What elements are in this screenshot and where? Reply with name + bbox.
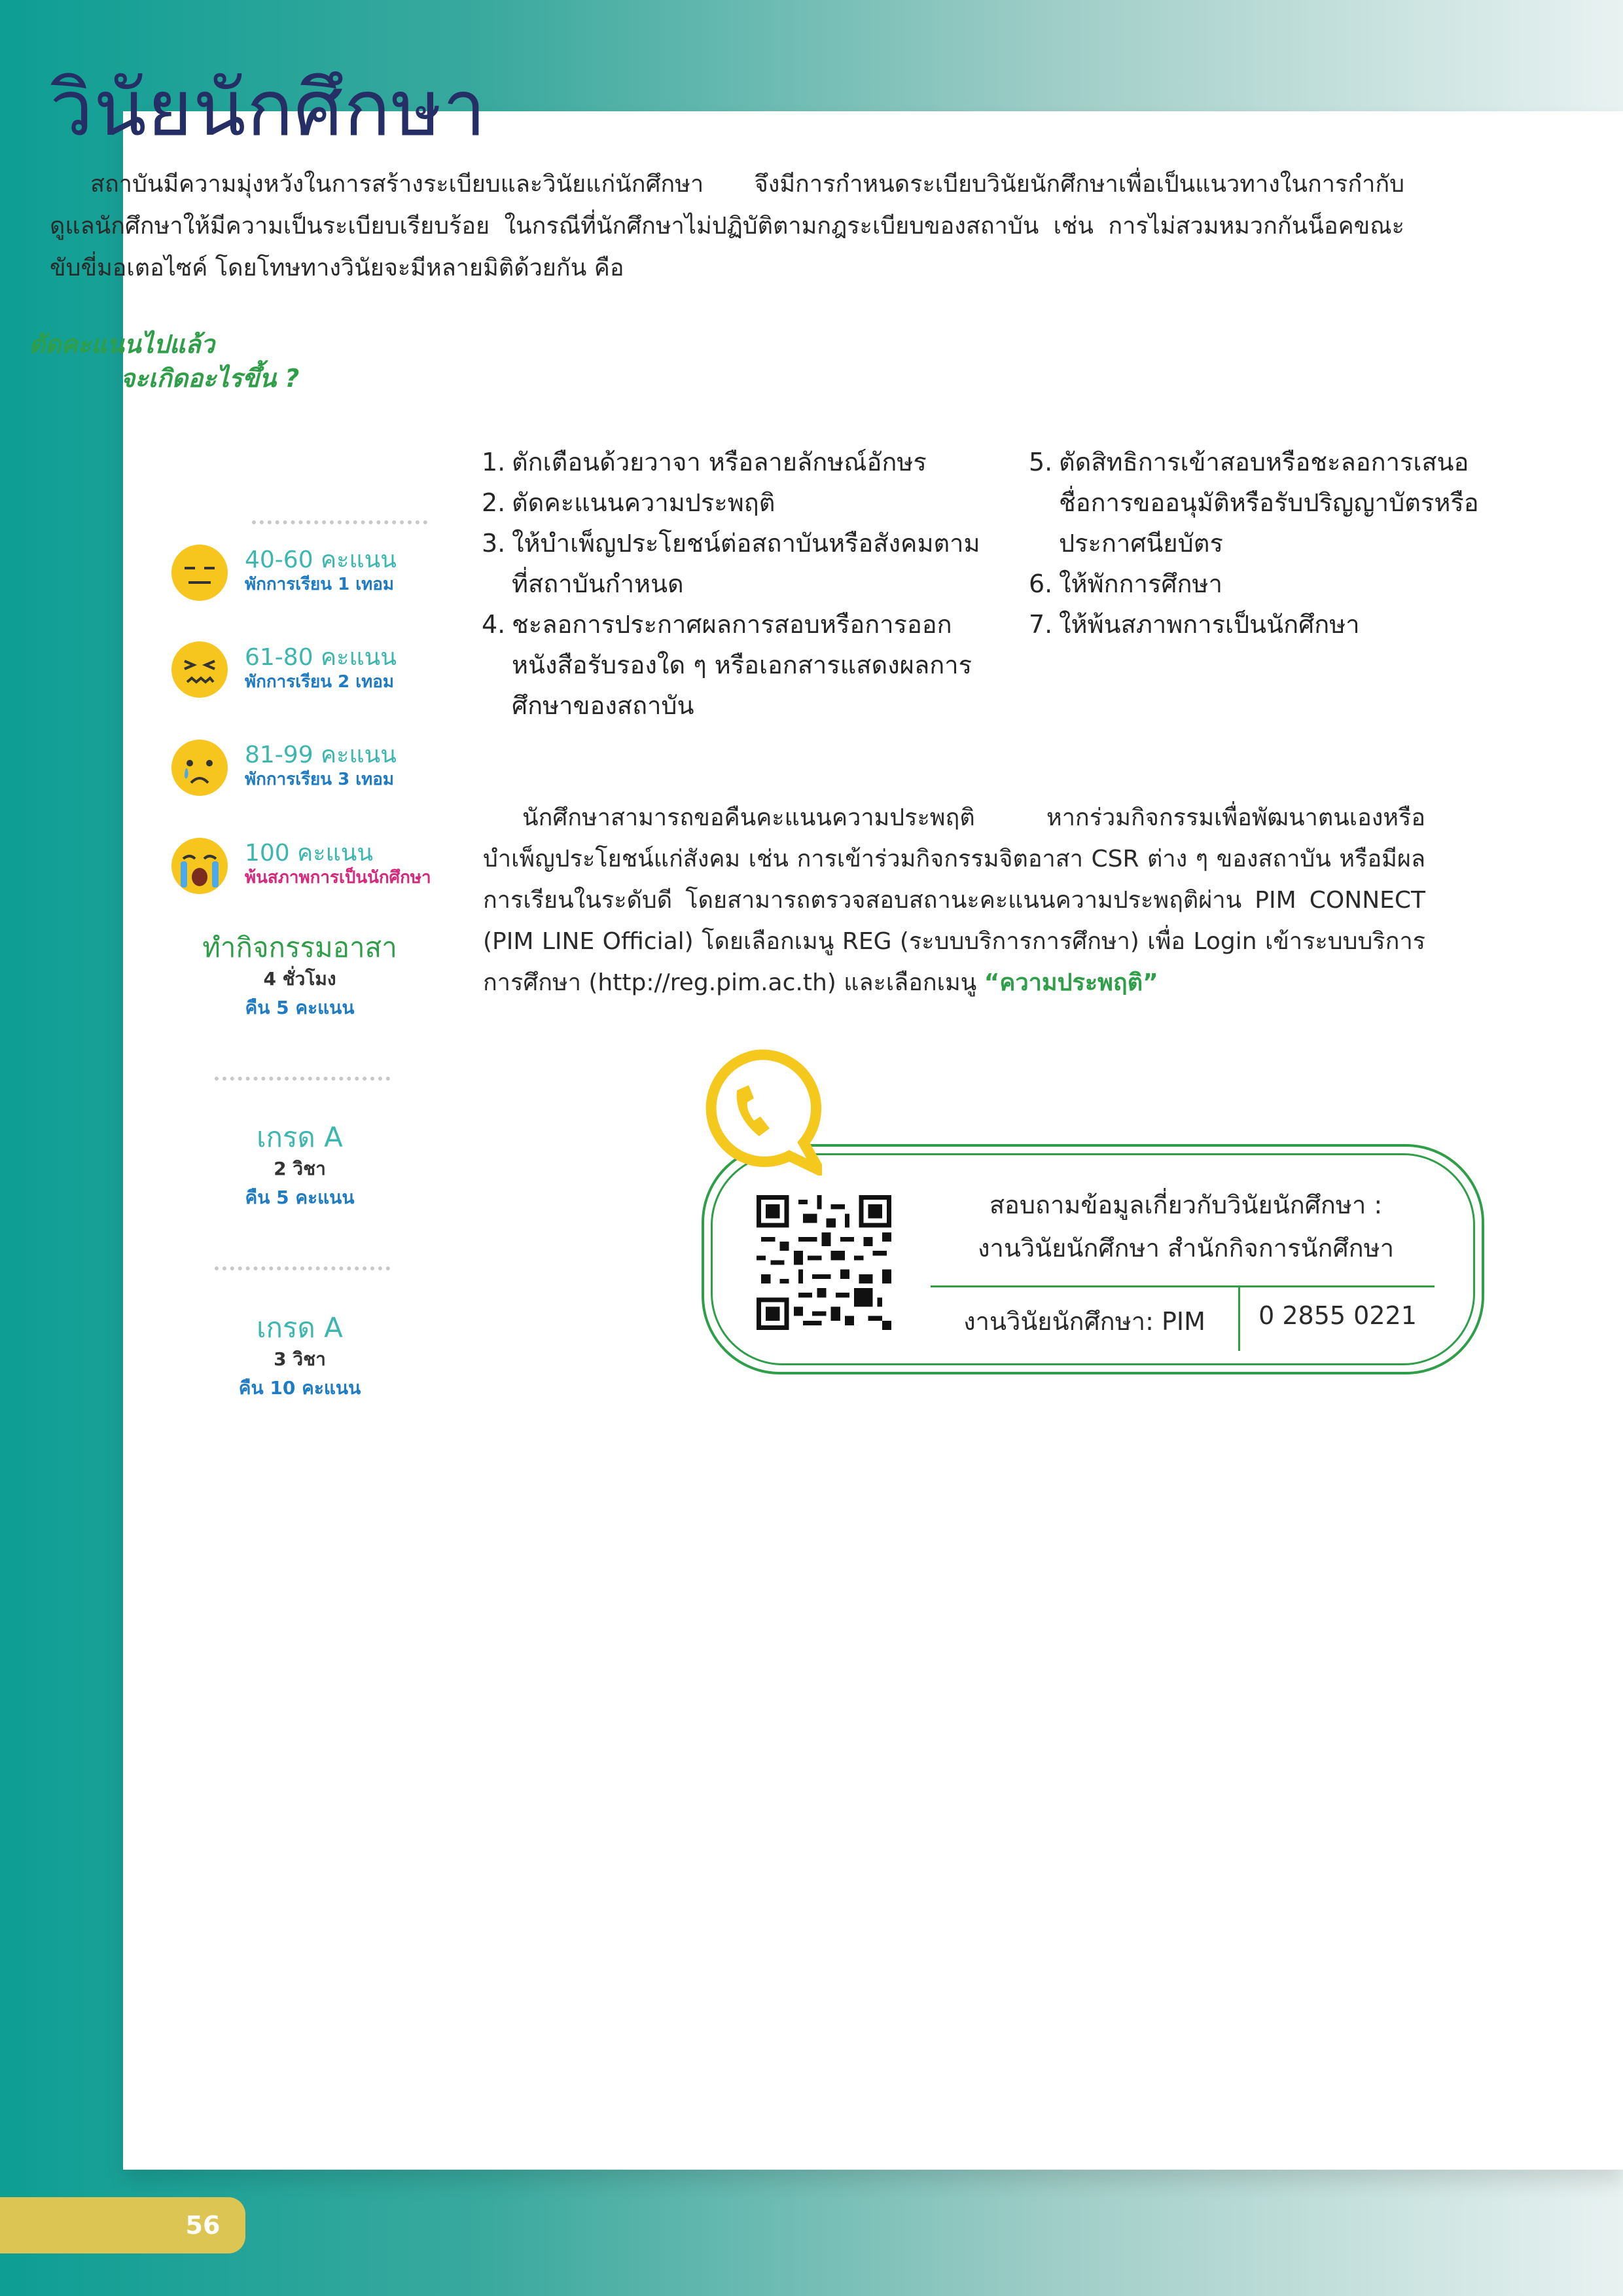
list-item: 5. ตัดสิทธิการเข้าสอบหรือชะลอการเสนอชื่อการขออนุมัติหรือรับปริญญาบัตรหรือประกาศนียบัตร <box>1029 448 1479 558</box>
penalty-list-1 <box>482 442 986 726</box>
refund-points: คืน 5 คะแนน <box>245 997 355 1018</box>
score-points: 40-60 คะแนน <box>245 547 397 573</box>
page-title: วินัยนักศึกษา <box>50 63 487 153</box>
score-result: พักการเรียน 2 เทอม <box>245 672 395 692</box>
refund-points: คืน 5 คะแนน <box>245 1187 355 1208</box>
score-result: พ้นสภาพการเป็นนักศึกษา <box>245 868 431 888</box>
dotted-divider <box>215 1077 390 1081</box>
score-level-4 <box>245 840 431 889</box>
refund-amount: 3 วิชา <box>274 1348 326 1370</box>
restore-paragraph <box>483 797 1425 1003</box>
restore-text: นักศึกษาสามารถขอคืนคะแนนความประพฤติ หากร่วมกิจกรรมเพื่อพัฒนาตนเองหรือบำเพ็ญประโยชน์แก่สังคม เช่น การเข้าร่วมกิจกรรมจิตอาสา CSR ต่าง ๆ ของสถาบัน หรือมีผลการเรียนในระดับดี โดยสามารถตรวจสอบสถานะคะแนนความประพฤติผ่าน PIM CONNECT (PIM LINE Official) โดยเลือกเมนู REG (ระบบบริการการศึกษา) เพื่อ Login เข้าระบบบริการการศึกษา (http://reg.pim.ac.th) และเลือกเมนู <box>483 804 1425 996</box>
list-item: 2. ตัดคะแนนความประพฤติ <box>482 488 776 517</box>
list-item: 1. ตักเตือนด้วยวาจา หรือลายลักษณ์อักษร <box>482 448 927 476</box>
list-item: 7. ให้พ้นสภาพการเป็นนักศึกษา <box>1029 610 1360 639</box>
refund-title: เกรด A <box>257 1312 343 1344</box>
contact-divider <box>931 1285 1435 1287</box>
score-points: 100 คะแนน <box>245 840 373 867</box>
contact-phone[interactable]: 0 2855 0221 <box>1258 1301 1417 1330</box>
refund-points: คืน 10 คะแนน <box>238 1377 361 1399</box>
score-level-3 <box>245 742 397 791</box>
refund-amount: 2 วิชา <box>274 1158 326 1179</box>
restore-menu-highlight: “ความประพฤติ” <box>984 969 1158 996</box>
refund-activity <box>175 931 424 1022</box>
intro-text: สถาบันมีความมุ่งหวังในการสร้างระเบียบและวินัยแก่นักศึกษา จึงมีการกำหนดระเบียบวินัยนักศึกษาเพื่อเป็นแนวทางในการกำกับดูแลนักศึกษาให้มีความเป็นระเบียบเรียบร้อย ในกรณีที่นักศึกษาไม่ปฏิบัติตามกฎระเบียบของสถาบัน เช่น การไม่สวมหมวกกันน็อคขณะขับขี่มอเตอไซค์ โดยโทษทางวินัยจะมีหลายมิติด้วยกัน คือ <box>50 171 1404 281</box>
list-item: 3. ให้บำเพ็ญประโยชน์ต่อสถาบันหรือสังคมตามที่สถาบันกำหนด <box>482 529 980 598</box>
contact-line-2: งานวินัยนักศึกษา สำนักกิจการนักศึกษา <box>977 1234 1395 1263</box>
sidebar-heading-line1: ตัดคะแนนไปแล้ว <box>29 330 215 359</box>
score-result: พักการเรียน 3 เทอม <box>245 770 395 789</box>
refund-grade-3 <box>175 1311 424 1403</box>
page-number: 56 <box>185 2211 221 2240</box>
score-points: 81-99 คะแนน <box>245 742 397 768</box>
dotted-divider <box>215 1266 390 1270</box>
refund-title: ทำกิจกรรมอาสา <box>202 931 397 963</box>
qr-code-icon <box>757 1195 891 1330</box>
refund-grade-2 <box>175 1121 424 1212</box>
contact-info <box>931 1183 1441 1270</box>
score-level-1 <box>245 547 397 596</box>
crying-face-icon <box>171 740 228 796</box>
refund-amount: 4 ชั่วโมง <box>263 968 336 990</box>
refund-title: เกรด A <box>257 1121 343 1153</box>
list-item: 4. ชะลอการประกาศผลการสอบหรือการออกหนังสือรับรองใด ๆ หรือเอกสารแสดงผลการศึกษาของสถาบัน <box>482 610 972 720</box>
sidebar-heading <box>29 327 323 395</box>
phone-chat-icon <box>691 1045 822 1175</box>
penalty-list-2 <box>1029 442 1500 645</box>
loudly-crying-face-icon <box>171 838 228 894</box>
contact-name: งานวินัยนักศึกษา: PIM <box>963 1307 1205 1336</box>
score-result: พักการเรียน 1 เทอม <box>245 575 395 594</box>
dotted-divider <box>252 520 427 524</box>
contact-divider-vertical <box>1238 1287 1240 1351</box>
neutral-face-icon <box>171 545 228 601</box>
sidebar-heading-line2: จะเกิดอะไรขึ้น ? <box>120 364 300 393</box>
score-points: 61-80 คะแนน <box>245 644 397 671</box>
confounded-face-icon <box>171 641 228 698</box>
score-level-2 <box>245 645 397 693</box>
list-item: 6. ให้พักการศึกษา <box>1029 569 1222 598</box>
intro-paragraph <box>50 164 1404 289</box>
contact-line-1: สอบถามข้อมูลเกี่ยวกับวินัยนักศึกษา : <box>989 1191 1383 1219</box>
